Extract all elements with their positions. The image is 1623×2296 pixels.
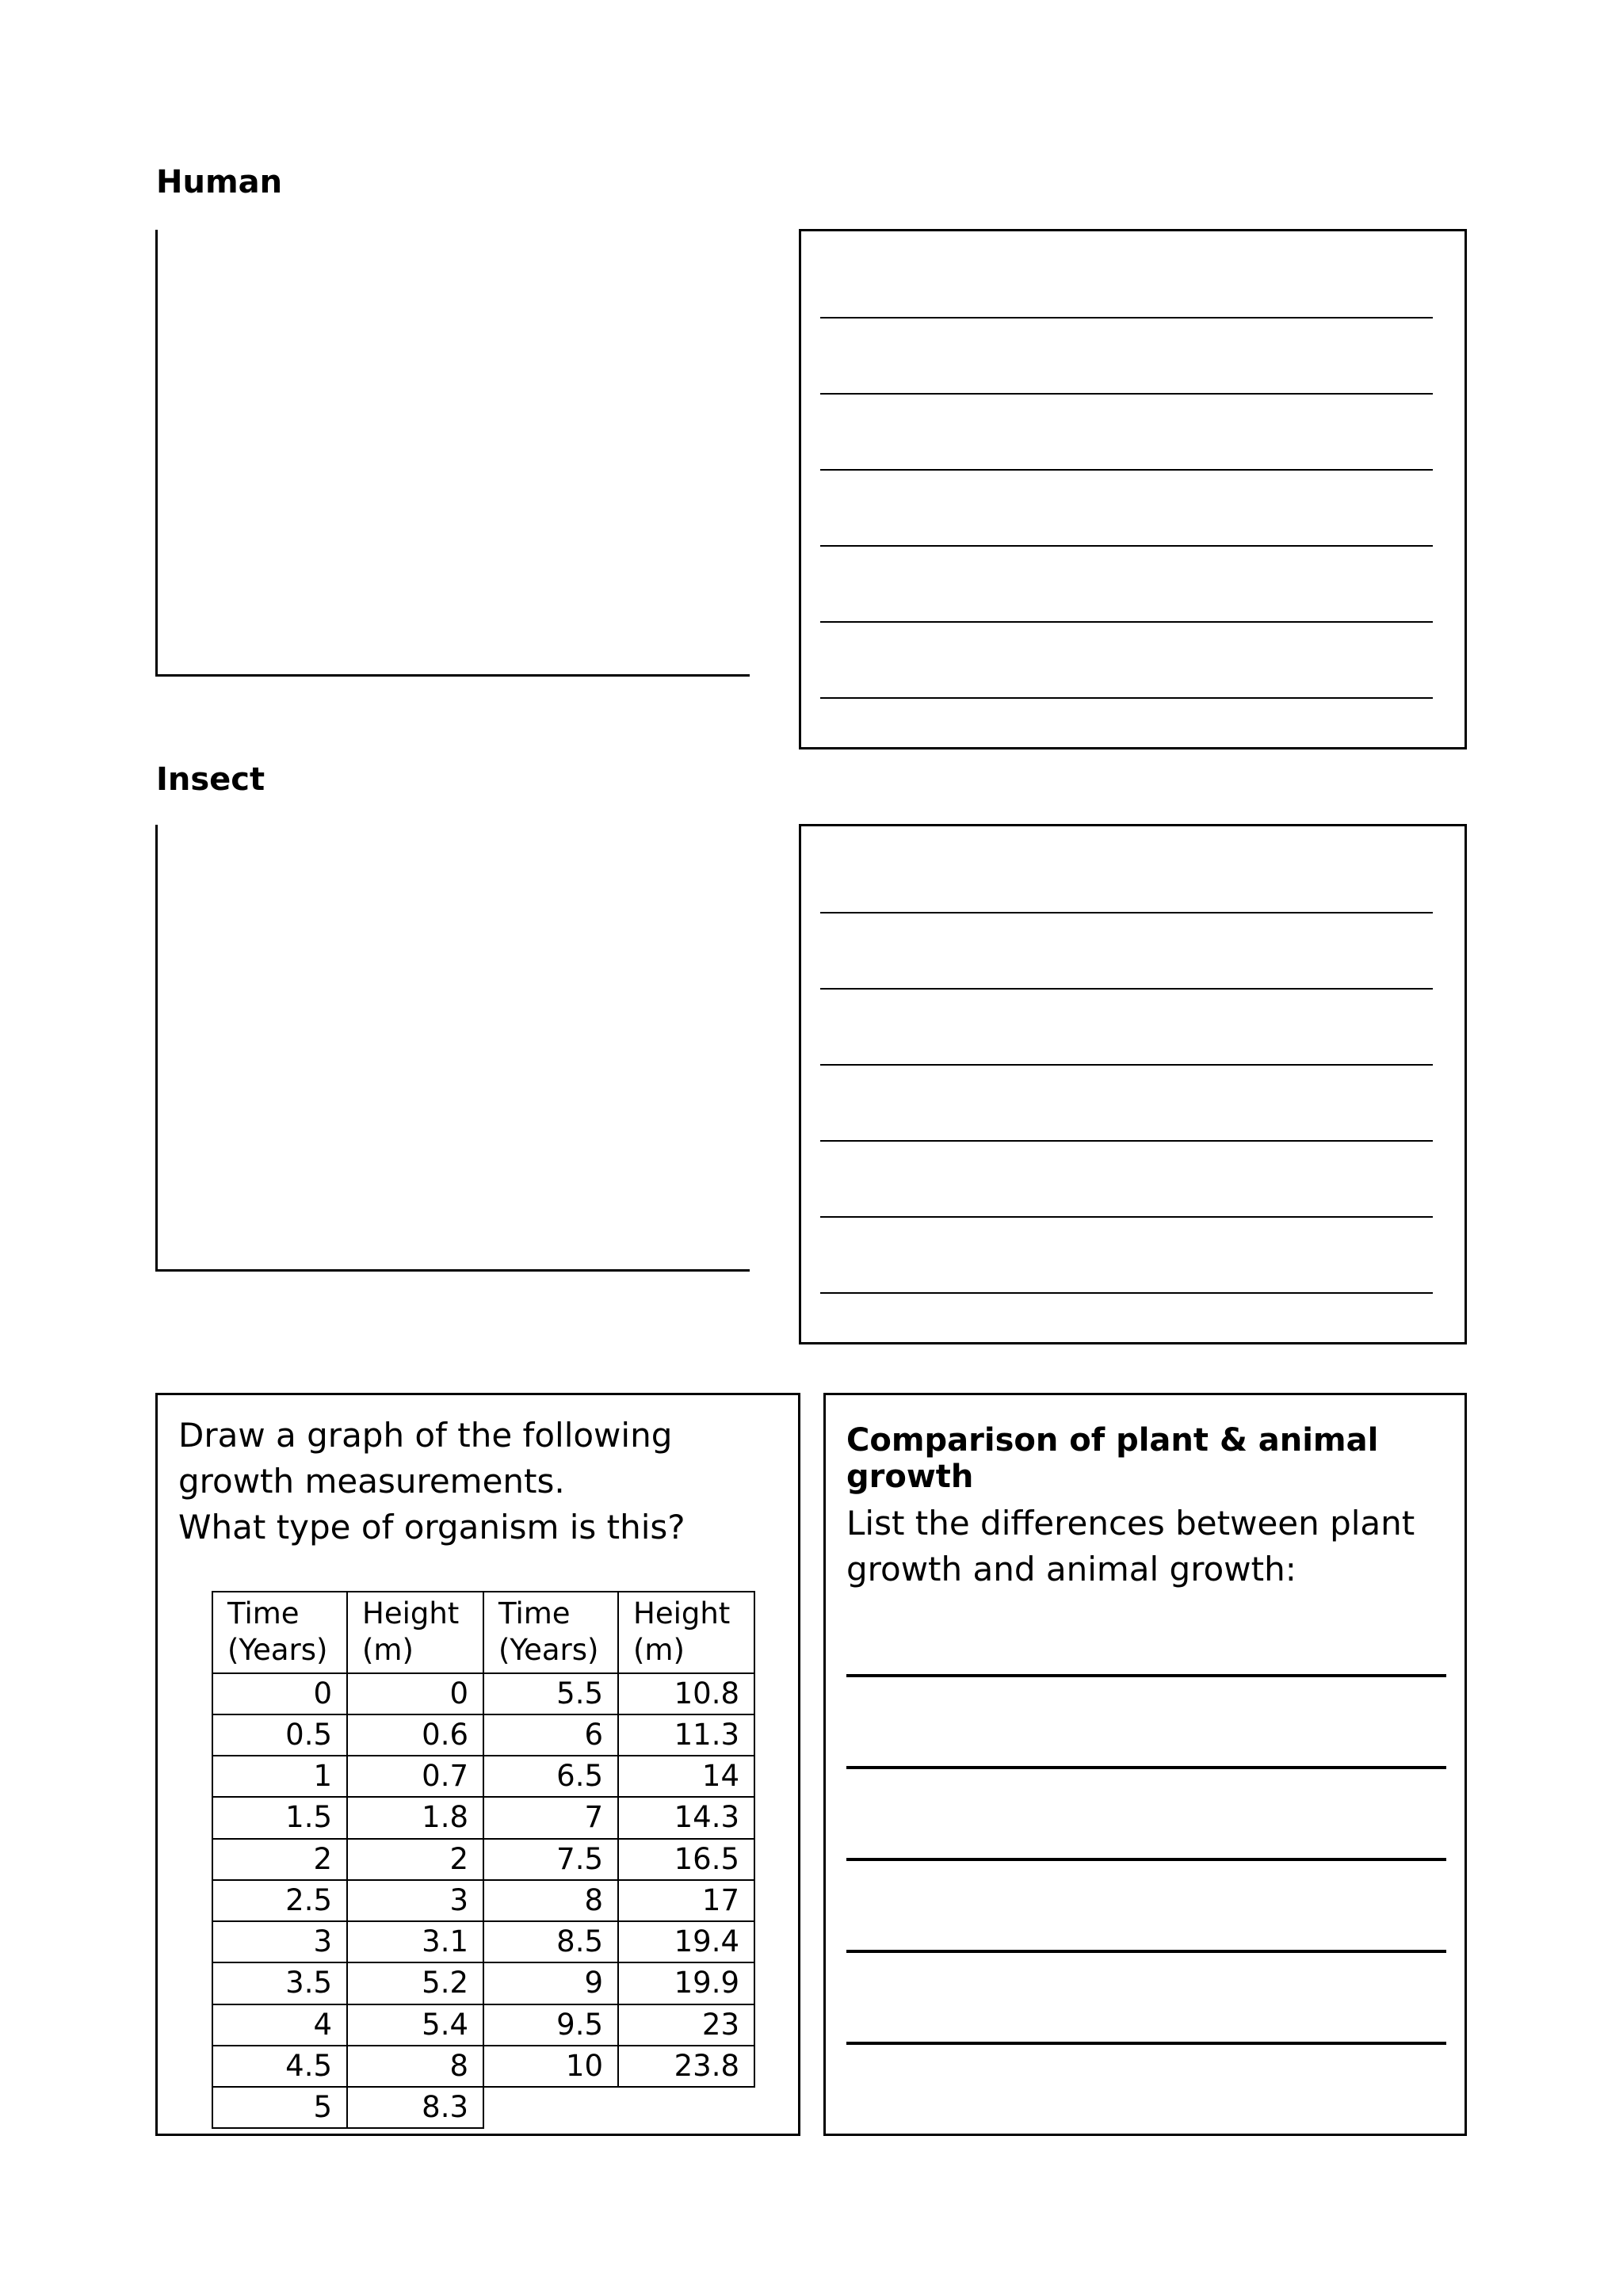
table-cell: 8.5 bbox=[483, 1921, 618, 1962]
table-cell: 5.2 bbox=[347, 1962, 483, 2004]
insect-graph-y-axis bbox=[155, 825, 158, 1271]
table-row bbox=[212, 1756, 754, 1797]
table-header-row bbox=[212, 1592, 754, 1673]
table-cell: 14 bbox=[618, 1756, 754, 1797]
answer-line[interactable] bbox=[846, 1766, 1446, 1769]
table-cell: 11.3 bbox=[618, 1714, 754, 1756]
writing-line bbox=[820, 697, 1433, 699]
table-cell: 0.5 bbox=[212, 1714, 347, 1756]
human-graph-y-axis bbox=[155, 230, 158, 676]
graph-task-box bbox=[155, 1393, 800, 2136]
insect-heading: Insect bbox=[156, 761, 265, 798]
table-cell: 8.3 bbox=[347, 2087, 483, 2128]
table-cell: 0.7 bbox=[347, 1756, 483, 1797]
table-header: Time (Years) bbox=[212, 1592, 347, 1673]
table-cell-empty bbox=[483, 2087, 618, 2128]
answer-line[interactable] bbox=[846, 1858, 1446, 1861]
table-cell: 10 bbox=[483, 2046, 618, 2087]
table-cell: 19.4 bbox=[618, 1921, 754, 1962]
growth-table bbox=[212, 1591, 755, 2129]
table-cell: 6.5 bbox=[483, 1756, 618, 1797]
writing-line bbox=[820, 621, 1433, 623]
table-row bbox=[212, 2046, 754, 2087]
table-cell: 9.5 bbox=[483, 2004, 618, 2046]
table-row bbox=[212, 1714, 754, 1756]
writing-line bbox=[820, 1292, 1433, 1294]
table-cell: 2 bbox=[212, 1839, 347, 1880]
table-cell: 2.5 bbox=[212, 1880, 347, 1921]
table-cell: 0 bbox=[347, 1673, 483, 1714]
table-cell-empty bbox=[618, 2087, 754, 2128]
table-cell: 0 bbox=[212, 1673, 347, 1714]
table-header: Height (m) bbox=[618, 1592, 754, 1673]
table-cell: 23 bbox=[618, 2004, 754, 2046]
table-cell: 17 bbox=[618, 1880, 754, 1921]
comparison-prompt: List the differences between plant growth and animal growth: bbox=[846, 1504, 1415, 1589]
table-cell: 1 bbox=[212, 1756, 347, 1797]
task-instruction-line2: What type of organism is this? bbox=[178, 1508, 685, 1547]
table-cell: 8 bbox=[347, 2046, 483, 2087]
table-row bbox=[212, 1921, 754, 1962]
writing-line bbox=[820, 912, 1433, 913]
table-cell: 6 bbox=[483, 1714, 618, 1756]
answer-line[interactable] bbox=[846, 2042, 1446, 2045]
table-cell: 23.8 bbox=[618, 2046, 754, 2087]
table-row bbox=[212, 1673, 754, 1714]
table-row bbox=[212, 1962, 754, 2004]
answer-line[interactable] bbox=[846, 1950, 1446, 1953]
table-cell: 3.5 bbox=[212, 1962, 347, 2004]
writing-line bbox=[820, 393, 1433, 395]
human-heading: Human bbox=[156, 164, 283, 200]
table-cell: 4 bbox=[212, 2004, 347, 2046]
table-row bbox=[212, 2087, 754, 2128]
writing-line bbox=[820, 317, 1433, 318]
task-instruction bbox=[178, 1413, 781, 1550]
comparison-box bbox=[823, 1393, 1467, 2136]
task-instruction-line1: Draw a graph of the following growth measurements. bbox=[178, 1416, 673, 1501]
table-cell: 14.3 bbox=[618, 1797, 754, 1838]
table-cell: 0.6 bbox=[347, 1714, 483, 1756]
table-cell: 5.4 bbox=[347, 2004, 483, 2046]
table-cell: 10.8 bbox=[618, 1673, 754, 1714]
table-cell: 9 bbox=[483, 1962, 618, 2004]
table-cell: 1.5 bbox=[212, 1797, 347, 1838]
writing-line bbox=[820, 545, 1433, 547]
insect-graph-x-axis bbox=[155, 1269, 750, 1272]
table-cell: 7.5 bbox=[483, 1839, 618, 1880]
comparison-title: Comparison of plant & animal growth bbox=[846, 1422, 1379, 1495]
table-row bbox=[212, 1797, 754, 1838]
writing-line bbox=[820, 1064, 1433, 1066]
writing-line bbox=[820, 469, 1433, 471]
human-writing-box[interactable] bbox=[799, 229, 1467, 749]
answer-line[interactable] bbox=[846, 1674, 1446, 1677]
table-cell: 3 bbox=[212, 1921, 347, 1962]
table-cell: 3.1 bbox=[347, 1921, 483, 1962]
table-row bbox=[212, 1839, 754, 1880]
table-cell: 5.5 bbox=[483, 1673, 618, 1714]
table-header: Height (m) bbox=[347, 1592, 483, 1673]
table-cell: 4.5 bbox=[212, 2046, 347, 2087]
table-row bbox=[212, 2004, 754, 2046]
table-cell: 16.5 bbox=[618, 1839, 754, 1880]
table-cell: 19.9 bbox=[618, 1962, 754, 2004]
table-cell: 8 bbox=[483, 1880, 618, 1921]
writing-line bbox=[820, 1216, 1433, 1218]
table-cell: 3 bbox=[347, 1880, 483, 1921]
writing-line bbox=[820, 1140, 1433, 1142]
table-cell: 5 bbox=[212, 2087, 347, 2128]
human-graph-x-axis bbox=[155, 674, 750, 677]
table-cell: 2 bbox=[347, 1839, 483, 1880]
table-cell: 1.8 bbox=[347, 1797, 483, 1838]
table-row bbox=[212, 1880, 754, 1921]
table-header: Time (Years) bbox=[483, 1592, 618, 1673]
insect-writing-box[interactable] bbox=[799, 824, 1467, 1344]
writing-line bbox=[820, 988, 1433, 990]
table-cell: 7 bbox=[483, 1797, 618, 1838]
